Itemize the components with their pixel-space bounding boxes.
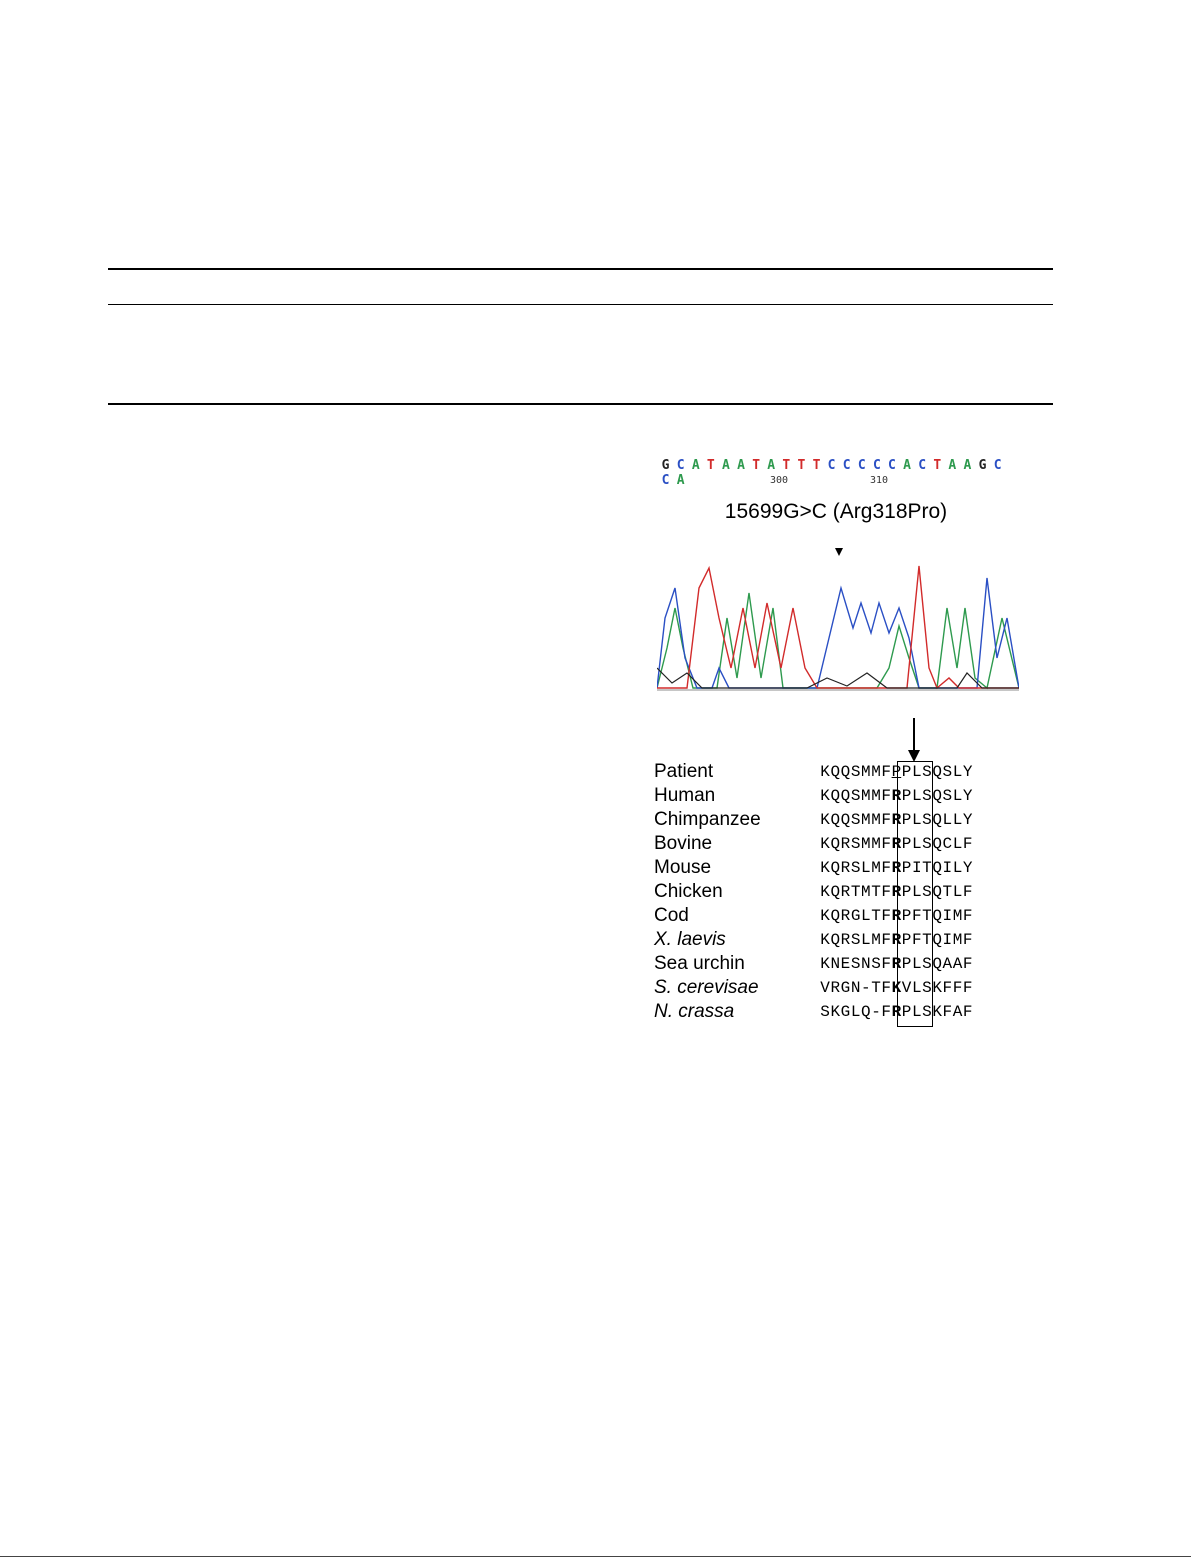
residue: Q [830, 811, 841, 829]
residue: R [840, 883, 851, 901]
residue: L [850, 1003, 861, 1021]
residue: S [922, 763, 932, 781]
residue: Q [830, 835, 841, 853]
page-bottom-rule [0, 1556, 1191, 1557]
residue: T [942, 883, 953, 901]
base-16: A [903, 458, 911, 473]
residue: Q [932, 763, 942, 781]
species-name: Mouse [654, 857, 712, 878]
residue: F [881, 763, 892, 781]
residue: K [820, 787, 830, 805]
residue: Q [932, 883, 942, 901]
residue: I [911, 859, 922, 877]
base-8: T [782, 458, 791, 473]
residue: F [881, 787, 892, 805]
residue: T [922, 859, 932, 877]
residue: R [891, 955, 902, 973]
residue: K [932, 1003, 942, 1021]
residue: M [871, 859, 881, 877]
base-19: A [948, 458, 957, 473]
residue: Y [962, 811, 973, 829]
residue: V [901, 979, 912, 997]
residue: P [891, 763, 902, 781]
residue: K [820, 907, 830, 925]
residue: T [850, 883, 861, 901]
base-21: G [978, 458, 987, 473]
residue: Y [962, 859, 973, 877]
alignment-row [820, 760, 1020, 784]
species-name: Patient [654, 761, 714, 782]
tick-310: 310 [870, 475, 889, 486]
residue: K [820, 811, 830, 829]
alignment-row [820, 808, 1020, 832]
residue: T [871, 907, 881, 925]
alignment-row [820, 880, 1020, 904]
residue: L [911, 955, 922, 973]
residue: P [901, 955, 912, 973]
residue: R [891, 787, 902, 805]
residue: P [901, 787, 912, 805]
residue: K [820, 859, 830, 877]
mutation-label: 15699G>C (Arg318Pro) [724, 500, 948, 523]
residue: S [922, 955, 932, 973]
residue: S [922, 1003, 932, 1021]
residue: F [962, 955, 973, 973]
residue: R [891, 835, 902, 853]
base-0: G [661, 458, 670, 473]
residue: V [820, 979, 830, 997]
residue: P [901, 883, 912, 901]
residue: S [850, 763, 861, 781]
residue: L [942, 811, 953, 829]
residue: L [861, 907, 871, 925]
residue: R [891, 859, 902, 877]
residue: P [901, 1003, 912, 1021]
species-name: S. cerevisae [654, 977, 759, 998]
species-name: Cod [654, 905, 689, 926]
residue: S [850, 811, 861, 829]
trace-green [657, 593, 1019, 688]
residue: P [901, 907, 912, 925]
residue: A [942, 955, 953, 973]
residue: S [850, 955, 861, 973]
residue: S [820, 1003, 830, 1021]
residue: Q [932, 835, 942, 853]
residue: G [840, 979, 851, 997]
residue: Q [830, 931, 841, 949]
base-2: A [691, 458, 700, 473]
residue: K [932, 979, 942, 997]
residue: Q [932, 787, 942, 805]
residue: M [861, 835, 871, 853]
species-name: Chimpanzee [654, 809, 761, 830]
base-6: T [752, 458, 761, 473]
residue: G [840, 1003, 851, 1021]
residue: R [840, 907, 851, 925]
residue: M [861, 763, 871, 781]
residue: K [820, 955, 830, 973]
residue: L [952, 787, 963, 805]
residue: N [850, 979, 861, 997]
residue: K [820, 883, 830, 901]
base-24: A [676, 473, 685, 488]
alignment-row [820, 784, 1020, 808]
residue: F [881, 955, 892, 973]
residue: - [871, 1003, 881, 1021]
protein-alignment [820, 760, 1020, 1024]
residue: F [962, 835, 973, 853]
residue: N [830, 955, 841, 973]
residue: K [820, 835, 830, 853]
residue: G [850, 907, 861, 925]
residue: F [911, 931, 922, 949]
residue: F [881, 931, 892, 949]
residue: T [922, 907, 932, 925]
residue: K [830, 1003, 841, 1021]
position-ticks [658, 475, 1020, 491]
residue: Q [932, 811, 942, 829]
residue: - [861, 979, 871, 997]
residue: F [962, 1003, 973, 1021]
residue: L [952, 859, 963, 877]
residue: S [922, 811, 932, 829]
residue: L [952, 835, 963, 853]
residue: Q [830, 787, 841, 805]
residue: S [922, 883, 932, 901]
trace-blue [657, 578, 1019, 688]
residue: Q [840, 811, 851, 829]
residue: F [881, 835, 892, 853]
residue: E [840, 955, 851, 973]
residue: F [962, 907, 973, 925]
residue: M [952, 907, 963, 925]
species-name: X. laevis [654, 929, 726, 950]
residue: L [911, 811, 922, 829]
residue: Q [932, 859, 942, 877]
base-3: T [706, 458, 715, 473]
residue: S [942, 787, 953, 805]
base-22: C [993, 458, 1002, 473]
base-13: C [857, 458, 866, 473]
residue: K [820, 763, 830, 781]
residue: F [881, 979, 892, 997]
residue: R [830, 979, 841, 997]
residue: M [861, 811, 871, 829]
base-7: A [767, 458, 776, 473]
alignment-row [820, 832, 1020, 856]
residue: M [861, 787, 871, 805]
residue: M [861, 883, 871, 901]
tick-300: 300 [770, 475, 789, 486]
residue: T [922, 931, 932, 949]
residue: F [962, 931, 973, 949]
base-23: C [661, 473, 670, 488]
base-10: T [812, 458, 821, 473]
residue: M [871, 811, 881, 829]
residue: L [861, 931, 871, 949]
alignment-row [820, 976, 1020, 1000]
residue: R [840, 835, 851, 853]
base-15: C [888, 458, 896, 473]
residue: Q [840, 763, 851, 781]
residue: S [922, 835, 932, 853]
residue: Y [962, 787, 973, 805]
residue: T [871, 883, 881, 901]
residue: L [952, 763, 963, 781]
residue: R [891, 907, 902, 925]
residue: L [952, 811, 963, 829]
residue: S [922, 979, 932, 997]
residue: L [911, 979, 922, 997]
residue: S [850, 931, 861, 949]
residue: I [942, 907, 953, 925]
residue: F [881, 1003, 892, 1021]
residue: T [871, 979, 881, 997]
residue: R [840, 859, 851, 877]
residue: M [871, 763, 881, 781]
residue: F [942, 1003, 953, 1021]
residue: L [911, 883, 922, 901]
alignment-row [820, 952, 1020, 976]
base-14: C [872, 458, 881, 473]
residue: R [891, 883, 902, 901]
species-name: Chicken [654, 881, 723, 902]
residue: R [891, 1003, 902, 1021]
residue: R [891, 931, 902, 949]
residue: Q [830, 763, 841, 781]
residue: F [911, 907, 922, 925]
mutation-arrow-head [833, 548, 845, 556]
chromatogram [657, 548, 1019, 694]
residue: P [901, 811, 912, 829]
base-1: C [676, 458, 685, 473]
table-bottom-rule [108, 403, 1053, 405]
residue: L [861, 859, 871, 877]
residue: S [850, 787, 861, 805]
base-4: A [722, 458, 730, 473]
residue: S [850, 859, 861, 877]
residue: M [871, 931, 881, 949]
alignment-row [820, 1000, 1020, 1024]
residue: Q [932, 931, 942, 949]
residue: F [962, 883, 973, 901]
residue: K [891, 979, 902, 997]
residue: L [911, 835, 922, 853]
base-11: C [827, 458, 836, 473]
species-name: Human [654, 785, 716, 806]
residue: K [820, 931, 830, 949]
residue: L [952, 883, 963, 901]
alignment-row [820, 928, 1020, 952]
residue: M [871, 835, 881, 853]
residue: R [840, 931, 851, 949]
residue: F [952, 979, 963, 997]
table-top-rule [108, 268, 1053, 270]
base-18: T [933, 458, 942, 473]
residue: L [911, 787, 922, 805]
residue: S [850, 835, 861, 853]
residue: I [942, 859, 953, 877]
residue: R [891, 811, 902, 829]
species-name: N. crassa [654, 1001, 735, 1022]
residue: L [911, 763, 922, 781]
residue: F [881, 883, 892, 901]
residue: P [901, 859, 912, 877]
residue: P [901, 931, 912, 949]
residue: S [871, 955, 881, 973]
residue: N [861, 955, 871, 973]
alignment-row [820, 856, 1020, 880]
residue: M [871, 787, 881, 805]
residue: Q [830, 883, 841, 901]
residue: F [962, 979, 973, 997]
base-9: T [797, 458, 806, 473]
residue: A [952, 1003, 963, 1021]
residue: F [881, 907, 892, 925]
residue: Q [840, 787, 851, 805]
residue: Q [932, 955, 942, 973]
base-17: C [918, 458, 927, 473]
base-20: A [963, 458, 972, 473]
residue: P [901, 835, 912, 853]
residue: Q [932, 907, 942, 925]
sequencing-figure [650, 450, 1030, 1050]
residue: L [911, 1003, 922, 1021]
residue: S [942, 763, 953, 781]
residue: F [881, 811, 892, 829]
species-list [654, 760, 804, 1024]
trace-red [657, 566, 1019, 688]
species-name: Sea urchin [654, 953, 745, 974]
alignment-row [820, 904, 1020, 928]
base-12: C [842, 458, 851, 473]
residue: P [901, 763, 912, 781]
residue: A [952, 955, 963, 973]
residue: M [952, 931, 963, 949]
residue: S [922, 787, 932, 805]
residue: F [881, 859, 892, 877]
residue: C [942, 835, 953, 853]
species-name: Bovine [654, 833, 713, 854]
residue: Q [830, 859, 841, 877]
residue: Q [861, 1003, 871, 1021]
residue: Y [962, 763, 973, 781]
table-header-rule [108, 304, 1053, 305]
trace-black [657, 668, 1019, 688]
residue: I [942, 931, 953, 949]
residue: F [942, 979, 953, 997]
residue: Q [830, 907, 841, 925]
base-5: A [737, 458, 745, 473]
